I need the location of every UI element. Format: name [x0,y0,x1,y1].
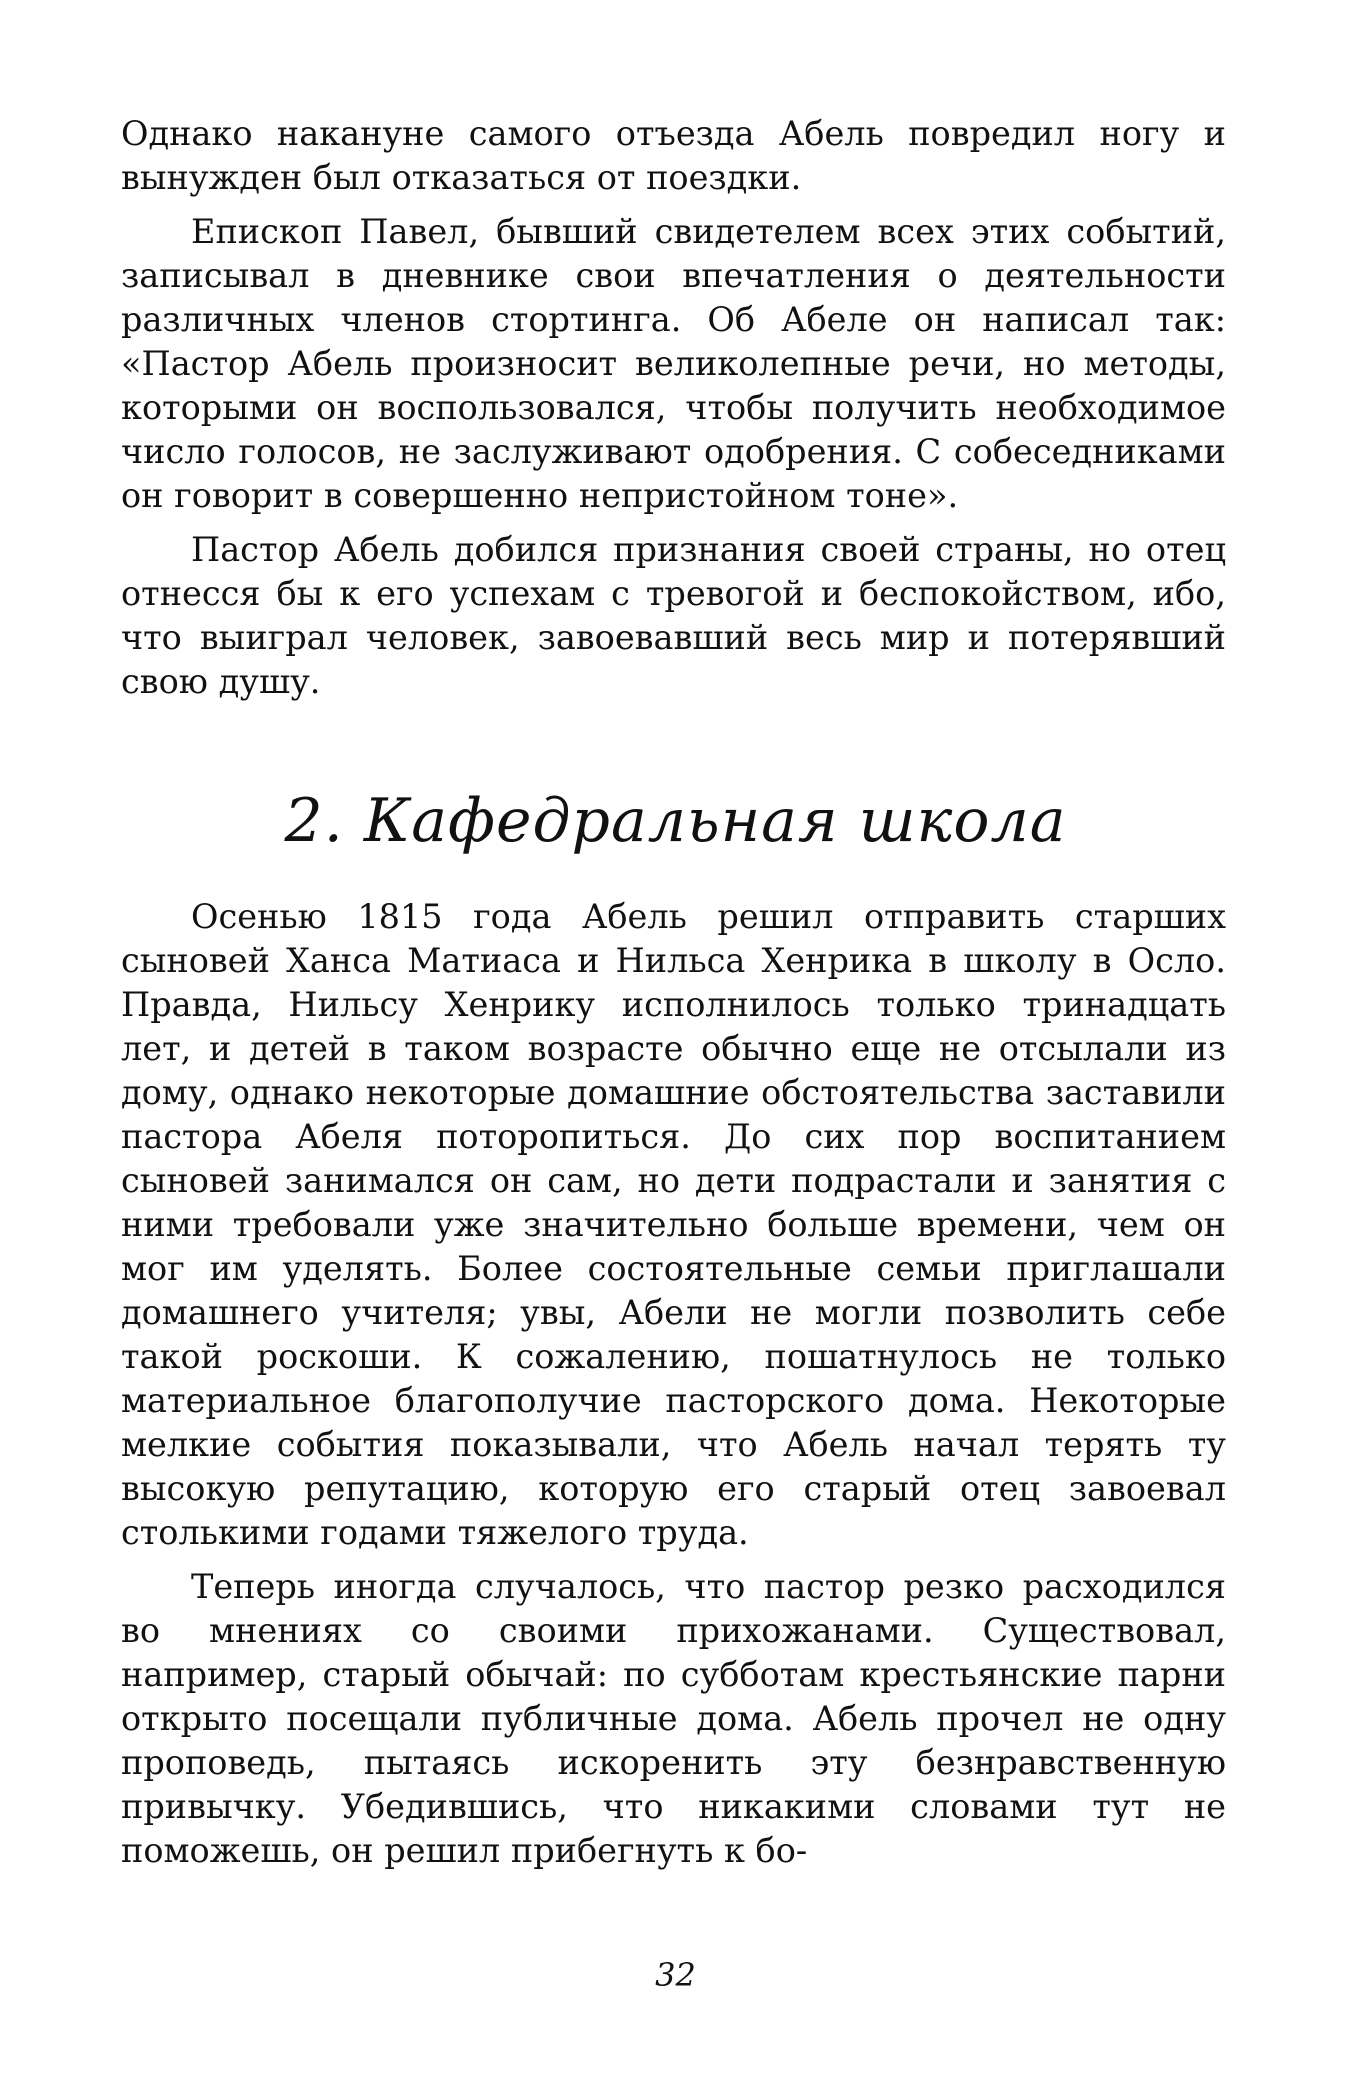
paragraph-recognition: Пастор Абель добился признания своей страны, но отец отнесся бы к его успехам с тревогой и беспокойством, ибо, что выиграл человек, завоевавший весь мир и потерявший свою душу. [121,530,1226,701]
paragraph-pastor-disagreements: Теперь иногда случалось, что пастор резко расходился во мнениях со своими прихожанами. Существовал, например, старый обычай: по субботам крестьянские парни открыто посещали публичные дома. Абель прочел не одну проповедь, пытаясь искоренить эту безнравственную привычку. Убедившись, что никакими словами тут не поможешь, он решил прибегнуть к бо- [121,1567,1226,1870]
paragraph-abel-injury: Однако накануне самого отъезда Абель повредил ногу и вынужден был отказаться от поездки. [121,114,1226,197]
paragraph-bishop-pavel: Епископ Павел, бывший свидетелем всех этих событий, записывал в дневнике свои впечатления о деятельности различных членов стортинга. Об Абеле он написал так: «Пастор Абель произносит великолепные речи, но методы, которыми он воспользовался, чтобы получить необходимое число голосов, не заслуживают одобрения. С собеседниками он говорит в совершенно непристойном тоне». [121,212,1226,515]
bottom-text-block [121,895,1226,1883]
page-number: 32 [655,1956,696,1994]
chapter-heading: 2. Кафедральная школа [284,786,1067,856]
paragraph-autumn-1815: Осенью 1815 года Абель решил отправить старших сыновей Ханса Матиаса и Нильса Хенрика в школу в Осло. Правда, Нильсу Хенрику исполнилось только тринадцать лет, и детей в таком возрасте обычно еще не отсылали из дому, однако некоторые домашние обстоятельства заставили пастора Абеля поторопиться. До сих пор воспитанием сыновей занимался он сам, но дети подрастали и занятия с ними требовали уже значительно больше времени, чем он мог им уделять. Более состоятельные семьи приглашали домашнего учителя; увы, Абели не могли позволить себе такой роскоши. К сожалению, пошатнулось не только материальное благополучие пасторского дома. Некоторые мелкие события показывали, что Абель начал терять ту высокую репутацию, которую его старый отец завоевал столькими годами тяжелого труда. [121,897,1226,1552]
top-text-block [121,112,1226,714]
